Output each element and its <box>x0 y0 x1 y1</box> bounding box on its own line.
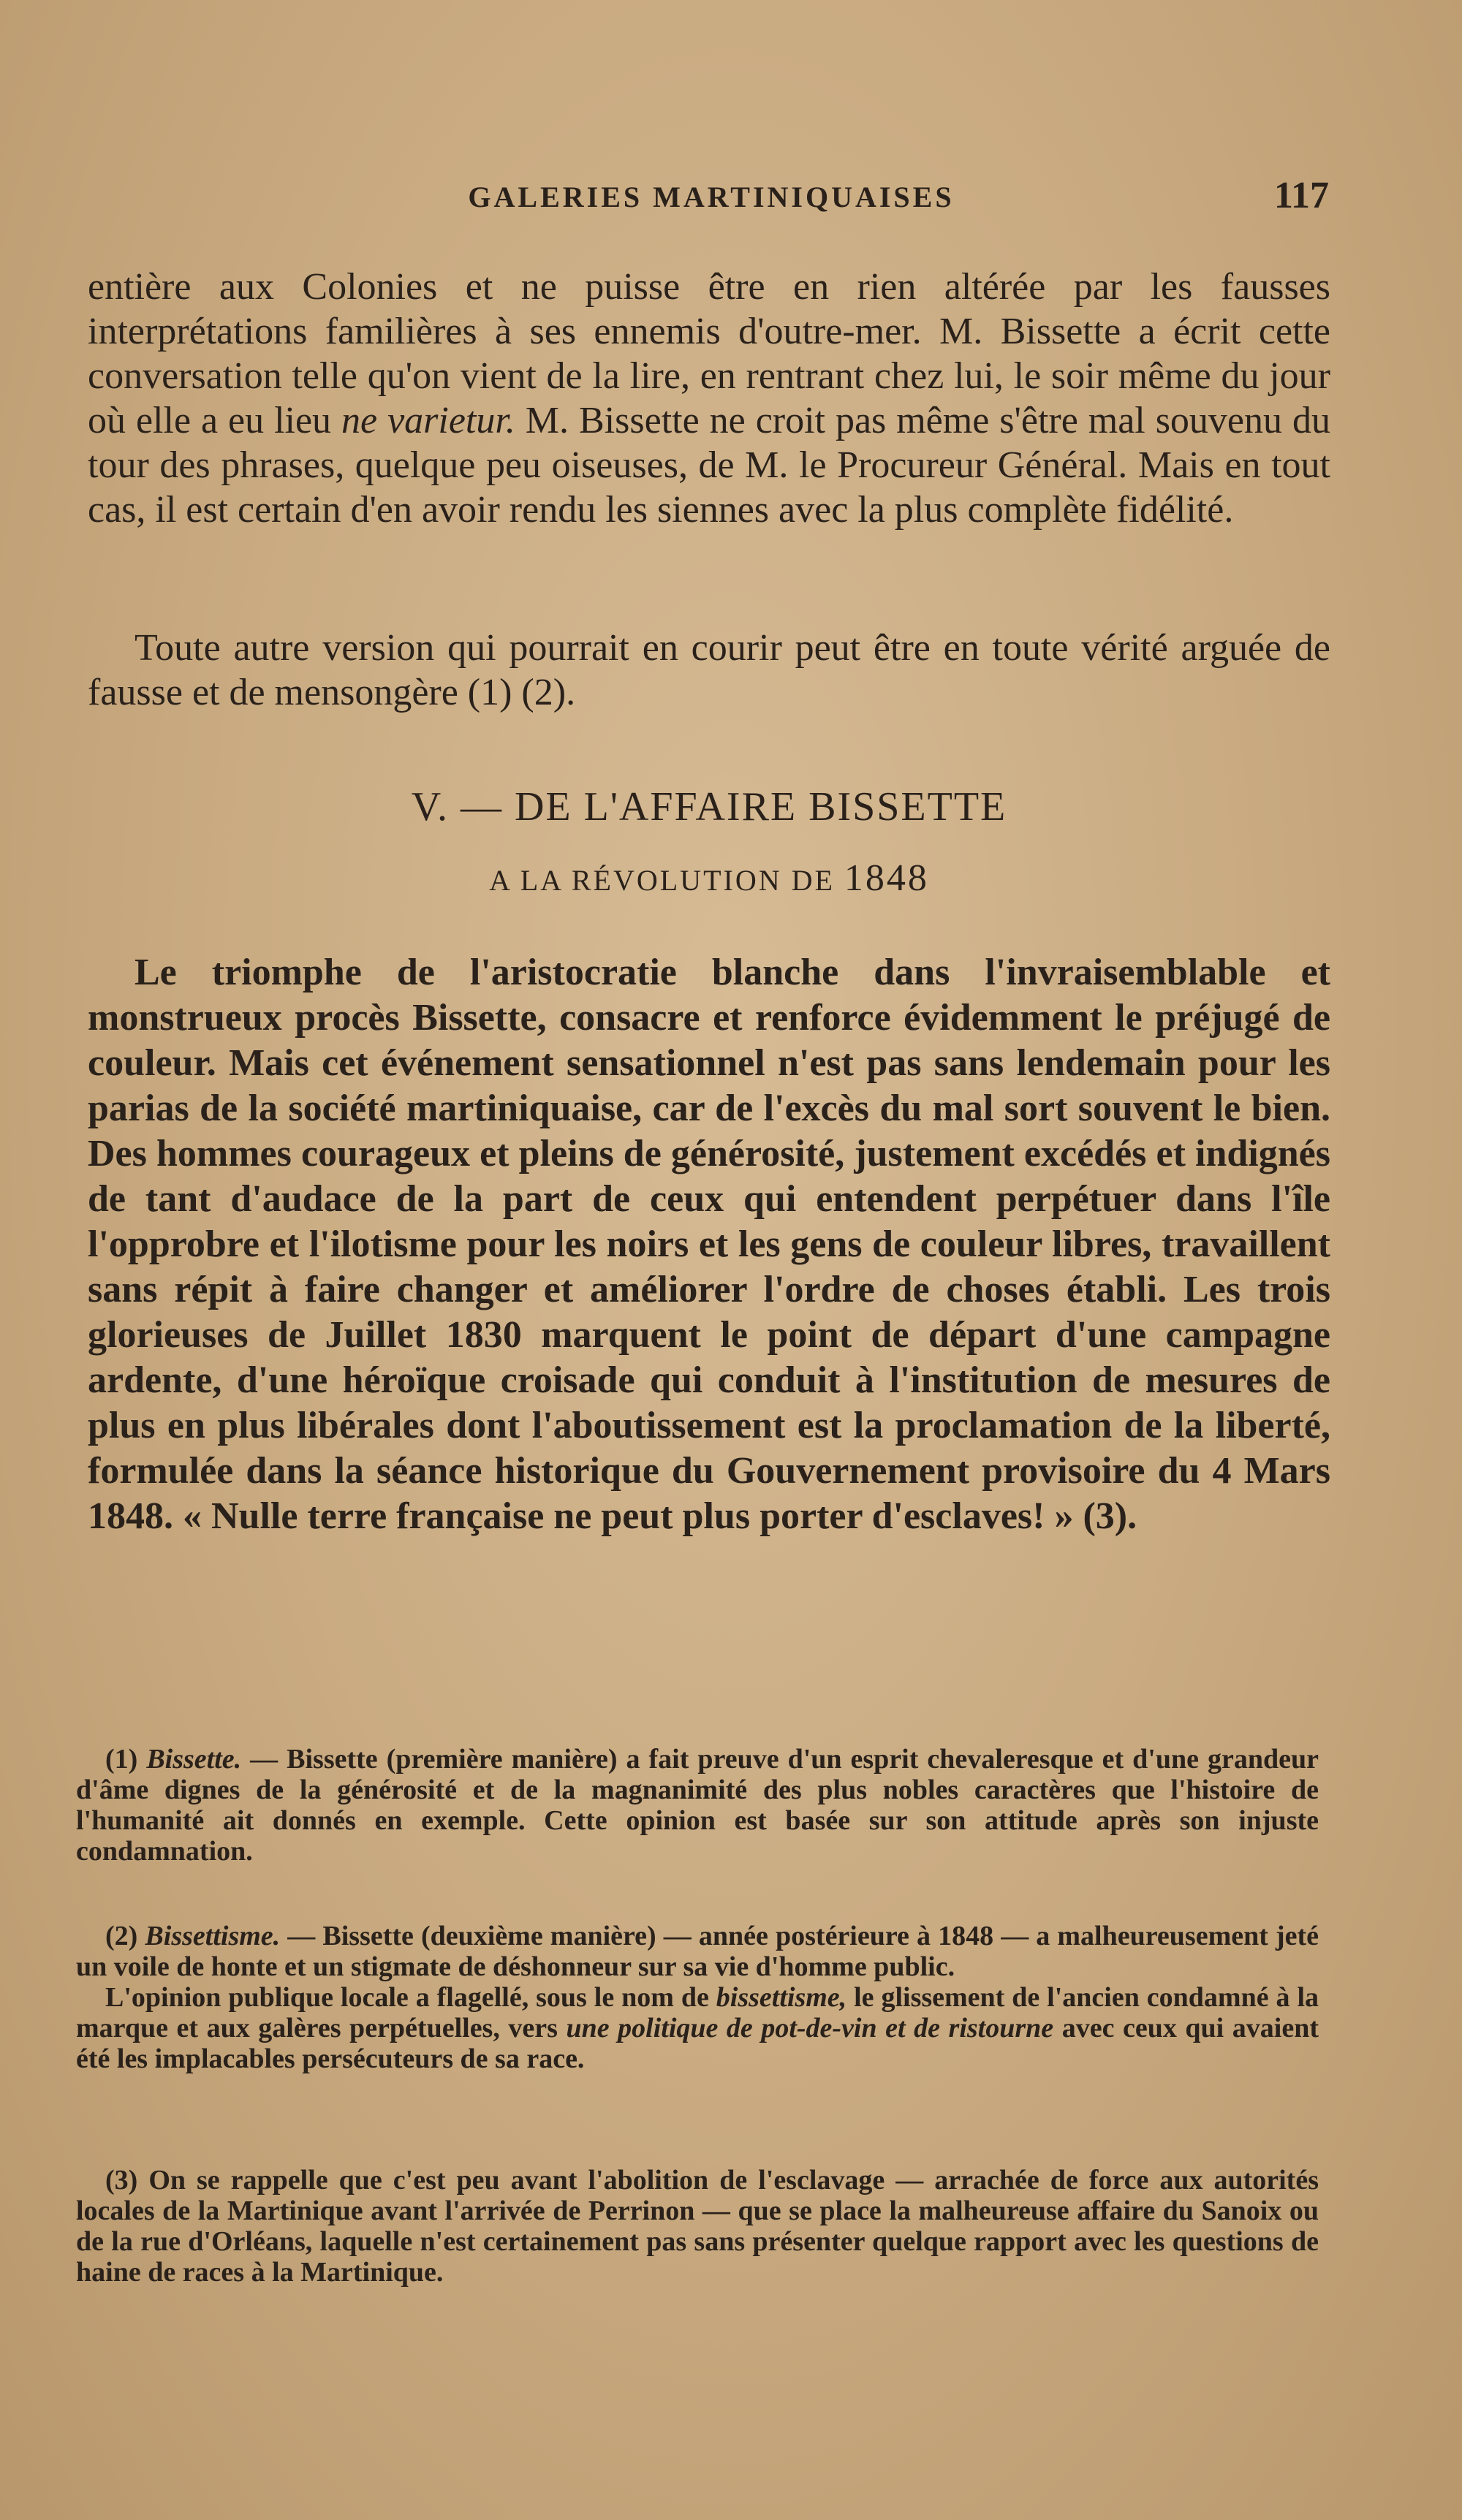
footnote-2b-text-b: le glissement de l'ancien condamné à la marque et aux galères perpétuelles, vers <box>76 1982 1319 2043</box>
paragraph-1-text: entière aux Colonies et ne puisse être en rien altérée par les fausses interprétations familières à ses ennemis d'outre-mer. M. Bissette a écrit cette conversation telle qu'on vient de la lire, en rentrant chez lui, le soir même du jour où elle a eu lieu <box>88 266 1330 441</box>
footnote-2 <box>76 1921 1319 2074</box>
footnote-2-term: Bissettisme. <box>145 1921 281 1951</box>
footnote-2b-italic: une politique de pot-de-vin et de ristourne <box>566 2013 1054 2043</box>
page-number: 117 <box>1273 175 1329 216</box>
paragraph-3: Le triomphe de l'aristocratie blanche dans l'invraisemblable et monstrueux procès Bissette, consacre et renforce évidemment le préjugé de couleur. Mais cet événement sensationnel n'est pas sans lendemain pour les parias de la société martiniquaise, car de l'excès du mal sort souvent le bien. Des hommes courageux et pleins de générosité, justement excédés et indignés de tant d'audace de la part de ceux qui entendent perpétuer dans l'île l'opprobre et l'ilotisme pour les noirs et les gens de couleur libres, travaillent sans répit à faire changer et améliorer l'ordre de choses établi. Les trois glorieuses de Juillet 1830 marquent le point de départ d'une campagne ardente, d'une héroïque croisade qui conduit à l'institution de mesures de plus en plus libérales dont l'aboutissement est la proclamation de la liberté, formulée dans la séance historique du Gouvernement provisoire du 4 Mars 1848. « Nulle terre française ne peut plus porter d'esclaves! » (3). <box>88 952 1330 1537</box>
footnote-1-term: Bissette. <box>146 1744 242 1775</box>
footnote-2-label: (2) <box>105 1921 138 1951</box>
footnote-2b-text-a: L'opinion publique locale a flagellé, sous le nom de <box>105 1982 716 2013</box>
section-subtitle-year: 1848 <box>844 857 929 899</box>
footnote-3-text: (3) On se rappelle que c'est peu avant l'abolition de l'esclavage — arrachée de force aux autorités locales de la Martinique avant l'arrivée de Perrinon — que se place la malheureuse affaire du Sanoix ou de la rue d'Orléans, laquelle n'est certainement pas sans présenter quelque rapport avec les questions de haine de races à la Martinique. <box>76 2165 1319 2288</box>
section-subtitle <box>88 857 1330 900</box>
footnote-2b-term: bissettisme, <box>716 1982 847 2013</box>
footnote-2b-text-c: avec ceux qui avaient été les implacables persécuteurs de sa race. <box>76 2013 1319 2074</box>
running-head <box>94 174 1329 218</box>
footnote-2-text: — Bissette (deuxième manière) — année postérieure à 1848 — a malheureusement jeté un voile de honte et un stigmate de déshonneur sur sa vie d'homme public. <box>76 1921 1319 1982</box>
paragraph-1-italic: ne varietur. <box>341 400 515 441</box>
paragraph-2: Toute autre version qui pourrait en courir peut être en toute vérité arguée de fausse et de mensongère (1) (2). <box>88 627 1330 713</box>
footnote-1-text: — Bissette (première manière) a fait preuve d'un esprit chevaleresque et d'une grandeur d'âme dignes de la générosité et de la magnanimité des plus nobles caractères que l'histoire de l'humanité ait donnés en exemple. Cette opinion est basée sur son attitude après son injuste condamnation. <box>76 1744 1319 1867</box>
running-title: GALERIES MARTINIQUAISES <box>468 181 955 213</box>
paragraph-1-rest: M. Bissette ne croit pas même s'être mal souvenu du tour des phrases, quelque peu oiseuses, de M. le Procureur Général. Mais en tout cas, il est certain d'en avoir rendu les siennes avec la plus complète fidélité. <box>88 400 1330 531</box>
paragraph-1 <box>88 265 1330 532</box>
footnote-1-label: (1) <box>105 1744 138 1775</box>
footnote-1 <box>76 1744 1319 1867</box>
footnote-3 <box>76 2165 1319 2288</box>
section-subtitle-text: A LA RÉVOLUTION DE <box>489 864 835 897</box>
section-title: V. — DE L'AFFAIRE BISSETTE <box>411 784 1007 830</box>
